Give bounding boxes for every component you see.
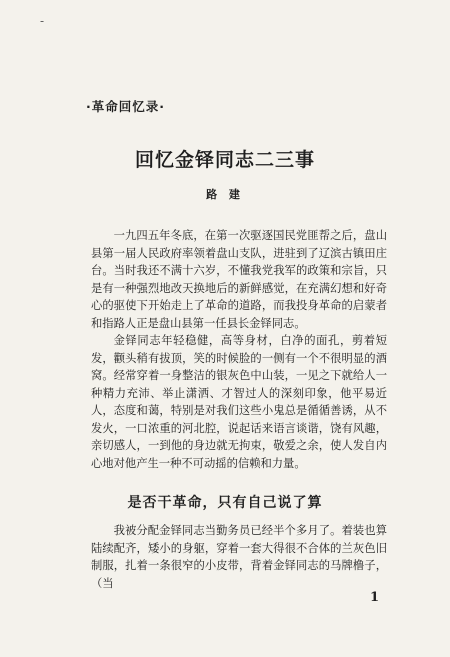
article-body — [91, 227, 387, 472]
page-number: 1 — [370, 590, 380, 605]
series-label: ·革命回忆录· — [86, 99, 165, 114]
corner-mark: - — [40, 14, 45, 28]
paragraph: 我被分配金铎同志当勤务员已经半个多月了。着装也算陆续配齐，矮小的身躯，穿着一套大得很不合体的兰灰色旧制服，扎着一条很窄的小皮带，背着金铎同志的马牌橹子，（当 — [91, 524, 387, 590]
paragraph: 一九四五年冬底，在第一次驱逐国民党匪帮之后，盘山县第一届人民政府率领着盘山支队，进驻到了辽滨古镇田庄台。当时我还不满十六岁，不懂我党我军的政策和宗旨，只是有一种强烈地改天换地后的新鲜感觉，在充满幻想和好奇心的驱使下开始走上了革命的道路，而我投身革命的启蒙者和指路人正是盘山县第一任县长金铎同志。 — [91, 229, 387, 330]
section-body — [91, 522, 387, 592]
article-author: 路 建 — [206, 188, 244, 201]
paragraph: 金铎同志年轻稳健，高等身材，白净的面孔，剪着短发，颧头稍有拔顶，笑的时候脸的一侧有一个不很明显的酒窝。经常穿着一身整洁的银灰色中山装，一见之下就给人一种精力充沛、举止潇洒、才智过人的深刻印象，他平易近人，态度和蔼，特别是对我们这些小鬼总是循循善诱，从不发火，一口浓重的河北腔，说起话来语言谈谐，饶有风趣，亲切感人，一到他的身边就无拘束，敬爱之余，使人发自内心地对他产生一种不可动摇的信赖和力量。 — [91, 334, 387, 470]
section-heading: 是否干革命，只有自己说了算 — [127, 495, 323, 511]
article-title: 回忆金铎同志二三事 — [134, 149, 315, 171]
